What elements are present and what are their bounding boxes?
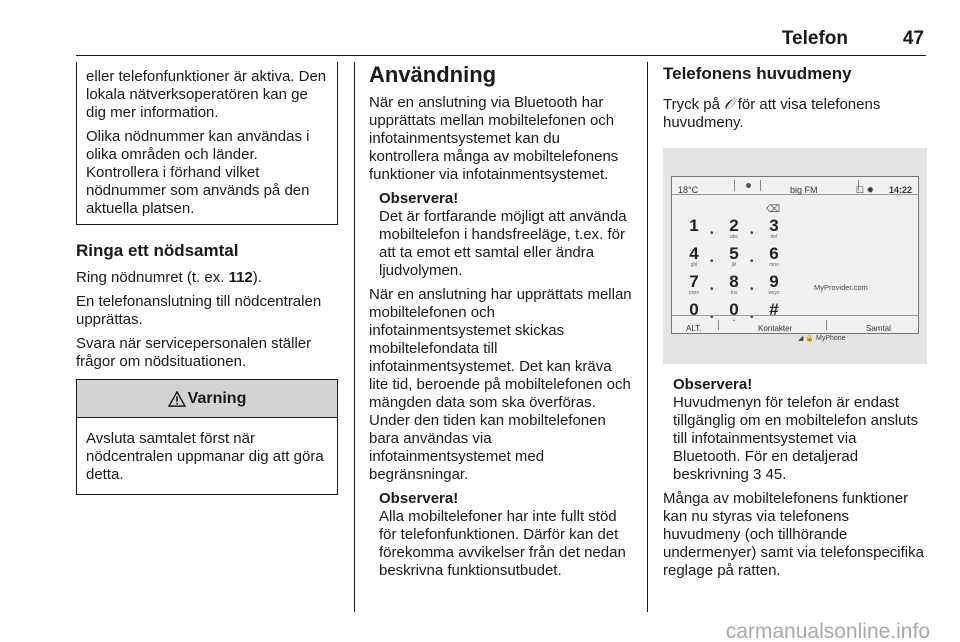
watermark: carmanualsonline.info [725,620,930,642]
warning-box [76,379,338,495]
key-0-plus[interactable]: 0 + [729,300,739,324]
paragraph: När en anslutning har upprättats mellan mobiltelefonen och infotainmentsystemet skickas mobiltelefondata till infotainmentsystemet. Det kan kräva lite tid, beroende på mobiltelefonen och mängden data som ska överföras. Under den tiden kan mobiltelefonen bara användas via infotainmentsystemet med begränsningar. [369,286,632,483]
text-run: för att visa telefonens huvudmeny. [663,96,881,131]
gear-icon: ☐ ✹ [855,185,874,195]
key-separator-dot: • [710,228,714,239]
text-run: Tryck på [663,96,725,113]
text-run: ). [252,269,262,286]
emergency-number: 112 [228,269,253,286]
key-1[interactable]: 1 [689,216,699,235]
key-separator-dot: • [710,312,714,323]
clock: 14:22 [888,185,912,195]
key-5[interactable]: 5 jkl [729,244,739,268]
note-text: Det är fortfarande möjligt att använda mobiltelefon i handsfreeläge, t.ex. för att ta emot ett samtal eller ändra ljudvolymen. [379,208,627,279]
paragraph: Många av mobiltelefonens funktioner kan nu styras via telefonens huvudmeny (och tillhörande undermenyer) samt via telefonspecifika reglage på ratten. [663,490,924,579]
warning-body: Avsluta samtalet först när nödcentralen uppmanar dig att göra detta. [86,430,324,483]
key-0-left[interactable]: 0 [689,300,699,319]
continued-info-box [76,62,338,225]
key-9[interactable]: 9 wxyz [768,272,780,296]
phone-screen-illustration [663,148,927,364]
key-separator-dot: • [710,284,714,295]
bottom-bar [672,315,918,333]
key-separator-dot: • [750,312,754,323]
box-paragraph: Olika nödnummer kan användas i olika områden och länder. Kontrollera i förhand vilket nödnummer som används på den aktuella platsen. [86,128,310,217]
warning-triangle-icon [168,391,186,407]
column-right [663,62,927,586]
column-divider [647,62,648,612]
dial-keypad [686,217,790,329]
key-6[interactable]: 6 mno [769,244,779,268]
key-2[interactable]: 2 abc [729,216,739,240]
paragraph: När en anslutning via Bluetooth har upprättats mellan mobiltelefonen och infotainmentsystemet kan du kontrollera många av mobiltelefonens funktioner via infotainmentsystemet. [369,94,619,183]
key-7[interactable]: 7 pqrs [689,272,699,296]
column-middle [369,62,633,586]
separator [760,180,761,191]
paragraph: Svara när servicepersonalen ställer frågor om nödsituationen. [76,335,312,370]
status-bar [672,177,918,195]
key-separator-dot: • [750,228,754,239]
calls-button[interactable]: Samtal [866,324,891,333]
paragraph-intro [663,96,927,132]
note-block [369,190,633,280]
warning-title: Varning [187,389,247,407]
key-row [686,273,790,301]
key-hash[interactable]: # [769,300,779,319]
page-number: 47 [902,28,924,49]
separator [734,180,735,191]
phone-button-icon: 𝒪 [724,96,734,113]
key-row [686,245,790,273]
note-text: Huvudmenyn för telefon är endast tillgänglig om en mobiltelefon ansluts till infotainmentsystemet via Bluetooth. För en detaljerad beskrivning [673,394,919,483]
contacts-button[interactable]: Kontakter [758,324,793,333]
note-block [663,376,927,484]
section-heading-emergency-call: Ringa ett nödsamtal [76,241,239,260]
key-3[interactable]: 3 def [769,216,779,240]
paragraph: En telefonanslutning till nödcentralen upprättas. [76,293,322,328]
temperature: 18°C [678,185,699,195]
note-title: Observera! [379,490,459,507]
infotainment-display [671,176,919,342]
key-row [686,217,790,245]
warning-header [77,380,337,418]
separator [718,320,719,330]
network-provider: MyProvider.com [814,283,868,292]
page-reference: 3 45. [753,466,787,483]
key-8[interactable]: 8 tuv [729,272,739,296]
section-heading-phone-main-menu: Telefonens huvudmeny [663,64,852,83]
key-separator-dot: • [710,256,714,267]
options-button[interactable]: ALT. [686,324,702,333]
device-name: MyPhone [816,335,846,342]
page-header [76,26,926,56]
text-run: Ring nödnumret (t. ex. [76,269,229,286]
separator [826,320,827,330]
section-title: Telefon [781,28,848,49]
key-4[interactable]: 4 ghi [689,244,699,268]
column-divider [354,62,355,612]
paragraph-emergency-number [76,269,338,287]
key-separator-dot: • [750,256,754,267]
section-heading-usage: Användning [369,62,497,87]
note-title: Observera! [673,376,753,393]
note-text: Alla mobiltelefoner har inte fullt stöd för telefonfunktionen. Därför kan det förekomma avvikelser från det nedan beskrivna funktionsutbudet. [379,508,626,579]
source-dot-icon [746,183,751,188]
key-separator-dot: • [750,284,754,295]
backspace-icon[interactable]: ⌫ [766,204,781,215]
radio-station: big FM [790,185,818,195]
note-title: Observera! [379,190,459,207]
signal-strength-icon: ◢ 🔒 MyPhone [798,335,846,342]
note-block [369,490,633,580]
column-left [76,62,338,495]
box-paragraph: eller telefonfunktioner är aktiva. Den lokala nätverksoperatören kan ge dig mer information. [86,68,327,121]
